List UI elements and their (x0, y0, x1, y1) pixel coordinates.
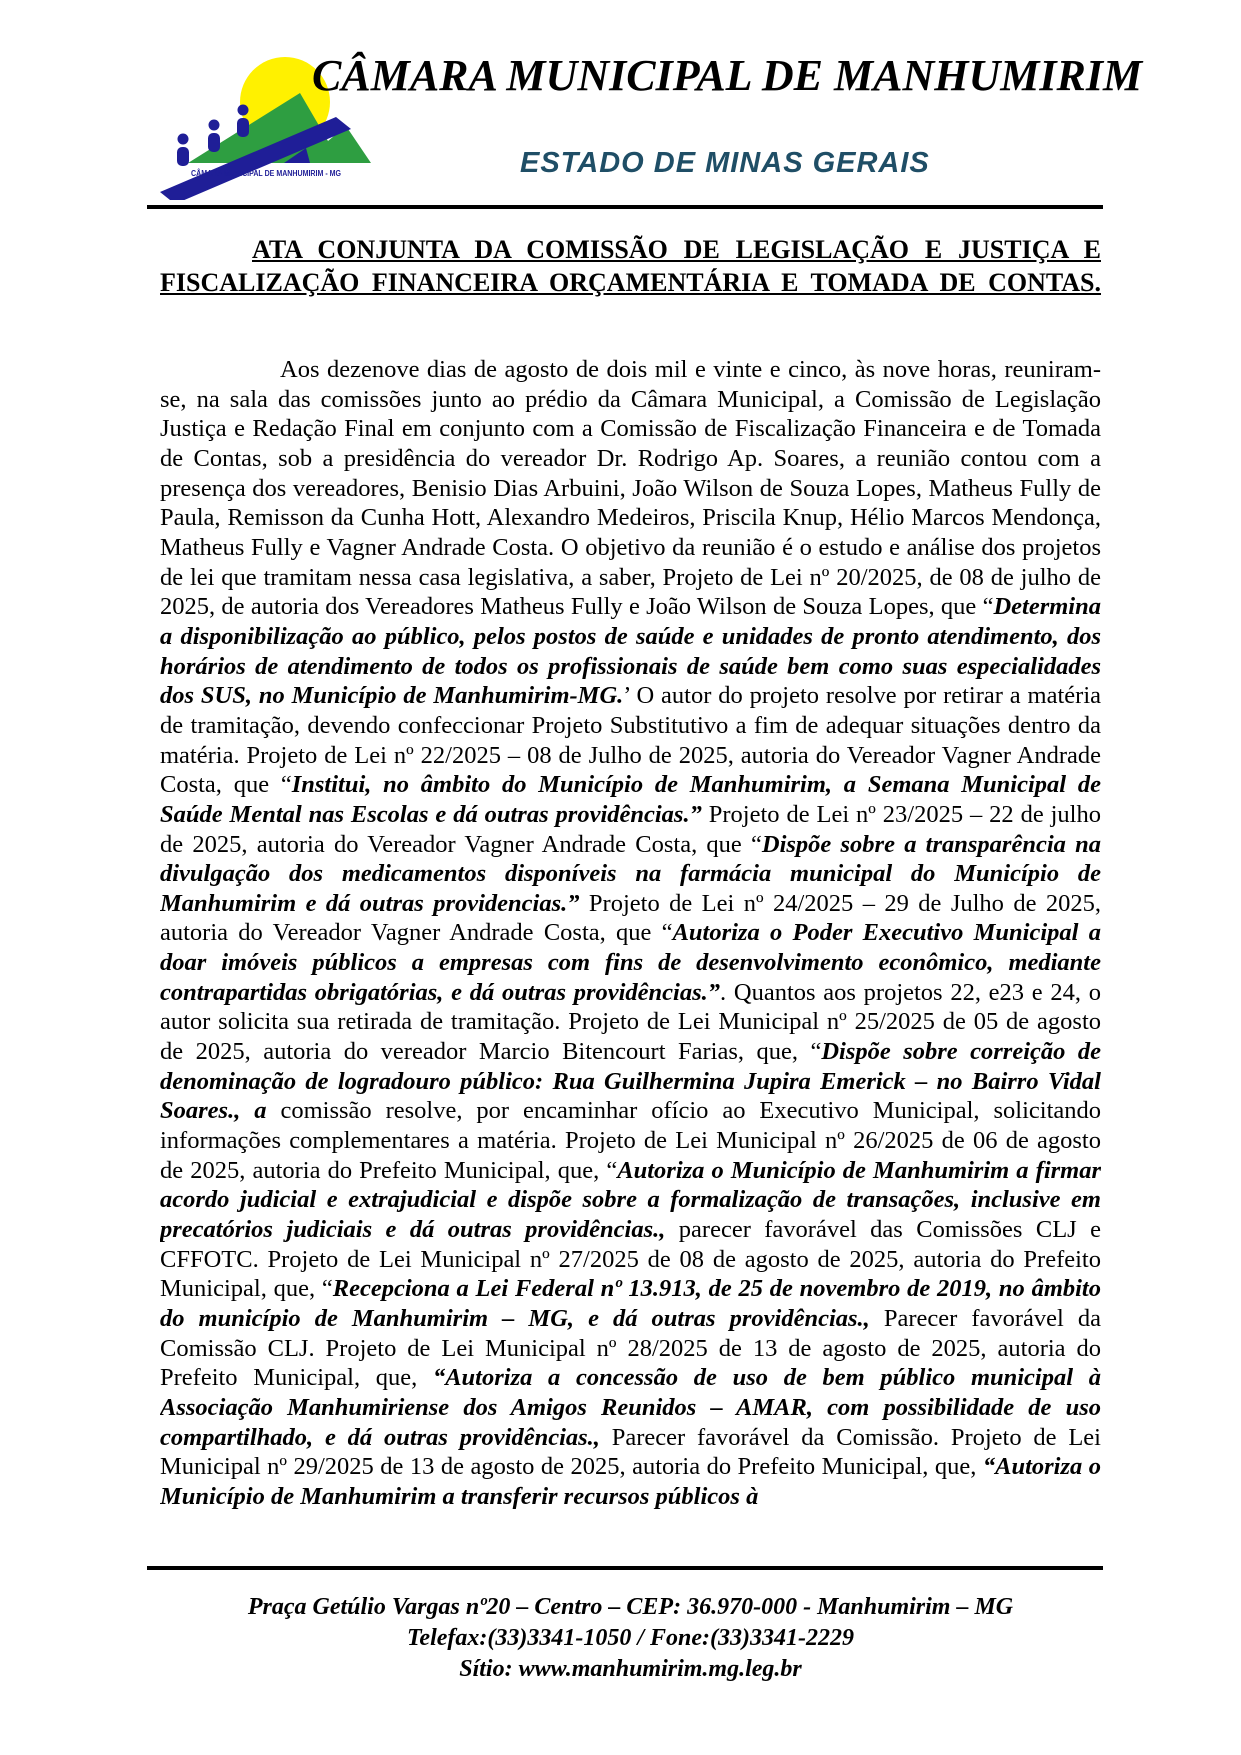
logo-caption: CÂMARA MUNICIPAL DE MANHUMIRIM - MG (191, 169, 341, 178)
body-run: parecer favorável das Comissões CLJ e CFFOTC. Projeto de Lei Municipal nº 27/2025 de 08 de agosto de 2025, autoria do Prefeito Municipal, que, “ (160, 1216, 1101, 1303)
body-run: Institui, no âmbito do Município de Manhumirim, a Semana Municipal de Saúde Mental nas Escolas e dá outras providências.” (160, 771, 1101, 828)
org-title: CÂMARA MUNICIPAL DE MANHUMIRIM (312, 51, 1143, 100)
body-run: Recepciona a Lei Federal nº 13.913, de 25 de novembro de 2019, no âmbito do município de Manhumirim – MG, e dá outras providências., (160, 1275, 1101, 1332)
body-run: Autoriza o Poder Executivo Municipal a doar imóveis públicos a empresas com fins de desenvolvimento econômico, mediante contrapartidas obrigatórias, e dá outras providências.” (160, 919, 1101, 1006)
header-rule (147, 205, 1103, 209)
body-run: “Autoriza a concessão de uso de bem público municipal à Associação Manhumiriense dos Amigos Reunidos – AMAR, com possibilidade de uso compartilhado, e dá outras providências., (160, 1364, 1101, 1451)
footer-address: Praça Getúlio Vargas nº20 – Centro – CEP: 36.970-000 - Manhumirim – MG (247, 1594, 1014, 1620)
body-run: Aos dezenove dias de agosto de dois mil e vinte e cinco, às nove horas, reuniram-se, na sala das comissões junto ao prédio da Câmara Municipal, a Comissão de Legislação Justiça e Redação Final em conjunto com a Comissão de Fiscalização Financeira e de Tomada de Contas, sob a presidência do vereador Dr. Rodrigo Ap. Soares, a reunião contou com a presença dos vereadores, Benisio Dias Arbuini, João Wilson de Souza Lopes, Matheus Fully de Paula, Remisson da Cunha Hott, Alexandro Medeiros, Priscila Knup, Hélio Marcos Mendonça, Matheus Fully e Vagner Andrade Costa. O objetivo da reunião é o estudo e análise dos projetos de lei que tramitam nessa casa legislativa, a saber, Projeto de Lei nº 20/2025, de 08 de julho de 2025, de autoria dos Vereadores Matheus Fully e João Wilson de Souza Lopes, que “ (160, 356, 1101, 621)
body-run: . Quantos aos projetos 22, e23 e 24, o autor solicita sua retirada de tramitação. Projeto de Lei Municipal nº 25/2025 de 05 de agosto de 2025, autoria do vereador Marcio Bitencourt Farias, que, “ (160, 978, 1101, 1066)
body-run: Dispõe sobre a transparência na divulgação dos medicamentos disponíveis na farmácia municipal do Município de Manhumirim e dá outras providencias.” (160, 830, 1101, 917)
footer-rule (147, 1566, 1103, 1570)
person-silhouette (208, 120, 220, 153)
document-footer (160, 1592, 1101, 1685)
body-run: Parecer favorável da Comissão CLJ. Projeto de Lei Municipal nº 28/2025 de 13 de agosto de 2025, autoria do Prefeito Municipal, que, (160, 1305, 1101, 1392)
body-run: “Autoriza o Município de Manhumirim a transferir recursos públicos à (160, 1453, 1101, 1510)
org-subtitle: ESTADO DE MINAS GERAIS (520, 147, 930, 179)
body-run: Autoriza o Município de Manhumirim a firmar acordo judicial e extrajudicial e dispõe sobre a formalização de transações, inclusive em precatórios judiciais e dá outras providências., (160, 1156, 1101, 1244)
footer-site: Sítio: www.manhumirim.mg.leg.br (459, 1656, 802, 1682)
person-silhouette (177, 134, 189, 167)
body-run: Determina a disponibilização ao público, pelos postos de saúde e unidades de pronto atendimento, dos horários de atendimento de todos os profissionais de saúde bem como suas especialidades dos SUS, no Município de Manhumirim-MG. (160, 593, 1101, 710)
person-silhouette (237, 105, 249, 138)
body-run: Projeto de Lei nº 23/2025 – 22 de julho de 2025, autoria do Vereador Vagner Andrade Costa, que “ (160, 800, 1101, 858)
document-title: ATA CONJUNTA DA COMISSÃO DE LEGISLAÇÃO E JUSTIÇA E FISCALIZAÇÃO FINANCEIRA ORÇAMENTÁRIA E TOMADA DE CONTAS. (160, 235, 1101, 297)
footer-phones: Telefax:(33)3341-1050 / Fone:(33)3341-2229 (406, 1625, 855, 1651)
body-run: Dispõe sobre correição de denominação de logradouro público: Rua Guilhermina Jupira Emerick – no Bairro Vidal Soares., a (160, 1038, 1101, 1125)
body-run: Parecer favorável da Comissão. Projeto de Lei Municipal nº 29/2025 de 13 de agosto de 2025, autoria do Prefeito Municipal, que, (160, 1423, 1101, 1481)
body-run: comissão resolve, por encaminhar ofício ao Executivo Municipal, solicitando informações complementares a matéria. Projeto de Lei Municipal nº 26/2025 de 06 de agosto de 2025, autoria do Prefeito Municipal, que, “ (160, 1097, 1101, 1184)
body-run: Projeto de Lei nº 24/2025 – 29 de Julho de 2025, autoria do Vereador Vagner Andrade Costa, que “ (160, 889, 1101, 947)
document-body (160, 355, 1101, 1550)
body-run: ’ O autor do projeto resolve por retirar a matéria de tramitação, devendo confeccionar Projeto Substitutivo a fim de adequar situações dentro da matéria. Projeto de Lei nº 22/2025 – 08 de Julho de 2025, autoria do Vereador Vagner Andrade Costa, que “ (160, 682, 1101, 799)
